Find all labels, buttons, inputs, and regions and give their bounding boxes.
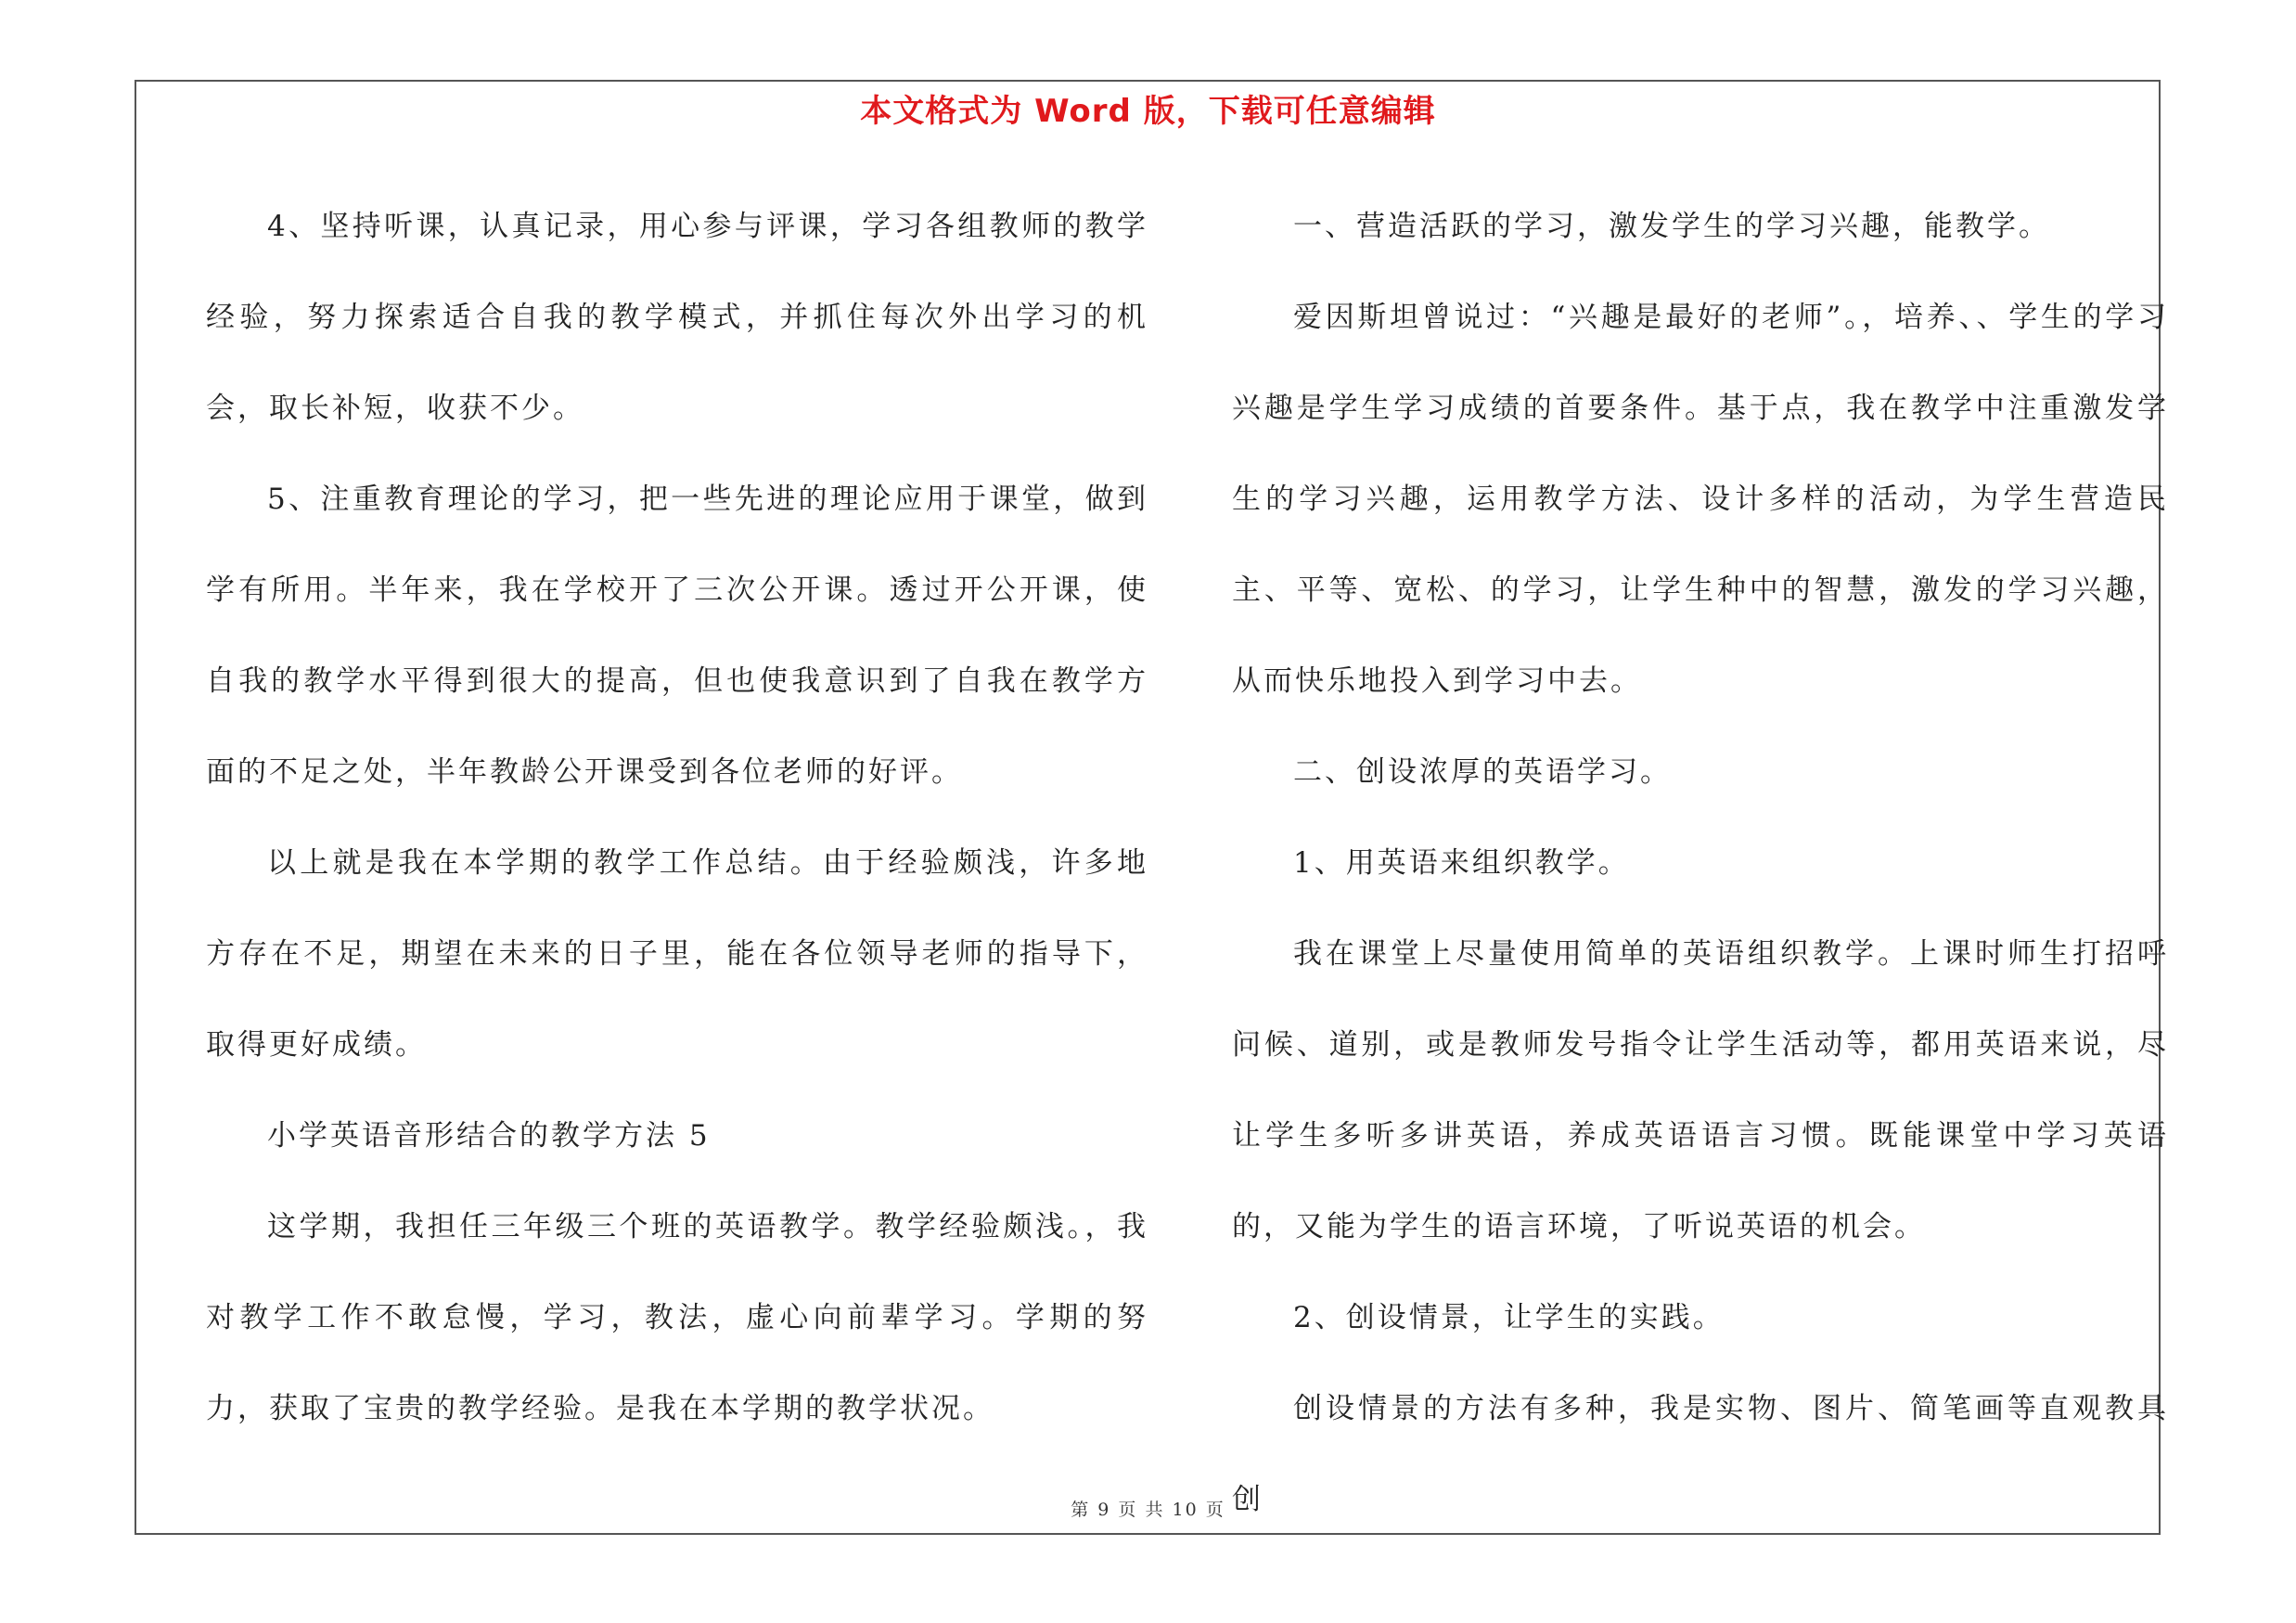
- paragraph: 5、注重教育理论的学习，把一些先进的理论应用于课堂，做到学有所用。半年来，我在学校开了三次公开课。透过开公开课，使自我的教学水平得到很大的提高，但也使我意识到了自我在教学方面的不足之处，半年教龄公开课受到各位老师的好评。: [206, 483, 1148, 789]
- left-column: [206, 181, 1148, 1454]
- section-heading: 小学英语音形结合的教学方法 5: [267, 1119, 711, 1153]
- paragraph: 这学期，我担任三年级三个班的英语教学。教学经验颇浅。，我对教学工作不敢怠慢，学习，教法，虚心向前辈学习。学期的努力，获取了宝贵的教学经验。是我在本学期的教学状况。: [206, 1210, 1148, 1425]
- paragraph: 4、坚持听课，认真记录，用心参与评课，学习各组教师的教学经验，努力探索适合自我的教学模式，并抓住每次外出学习的机会，取长补短，收获不少。: [206, 210, 1148, 425]
- page-number: 第 9 页 共 10 页: [1071, 1500, 1225, 1520]
- sub-heading: 1、用英语来组织教学。: [1293, 846, 1630, 880]
- paragraph: 爱因斯坦曾说过：“兴趣是最好的老师”。，培养、、学生的学习兴趣是学生学习成绩的首要条件。基于点，我在教学中注重激发学生的学习兴趣，运用教学方法、设计多样的活动，为学生营造民主、平等、宽松、的学习，让学生种中的智慧，激发的学习兴趣，从而快乐地投入到学习中去。: [1232, 301, 2169, 698]
- right-column: [1232, 181, 2169, 1545]
- paragraph: 创设情景的方法有多种，我是实物、图片、简笔画等直观教具创: [1232, 1392, 2169, 1516]
- section-heading: 一、营造活跃的学习，激发学生的学习兴趣，能教学。: [1293, 210, 2050, 243]
- header-title: 本文格式为 Word 版，下载可任意编辑: [860, 93, 1436, 130]
- sub-heading: 2、创设情景，让学生的实践。: [1293, 1301, 1725, 1334]
- section-heading: 二、创设浓厚的英语学习。: [1293, 755, 1672, 789]
- paragraph: 以上就是我在本学期的教学工作总结。由于经验颇浅，许多地方存在不足，期望在未来的日子里，能在各位领导老师的指导下，取得更好成绩。: [206, 846, 1148, 1062]
- paragraph: 我在课堂上尽量使用简单的英语组织教学。上课时师生打招呼问候、道别，或是教师发号指令让学生活动等，都用英语来说，尽让学生多听多讲英语，养成英语语言习惯。既能课堂中学习英语的，又能为学生的语言环境，了听说英语的机会。: [1232, 937, 2169, 1243]
